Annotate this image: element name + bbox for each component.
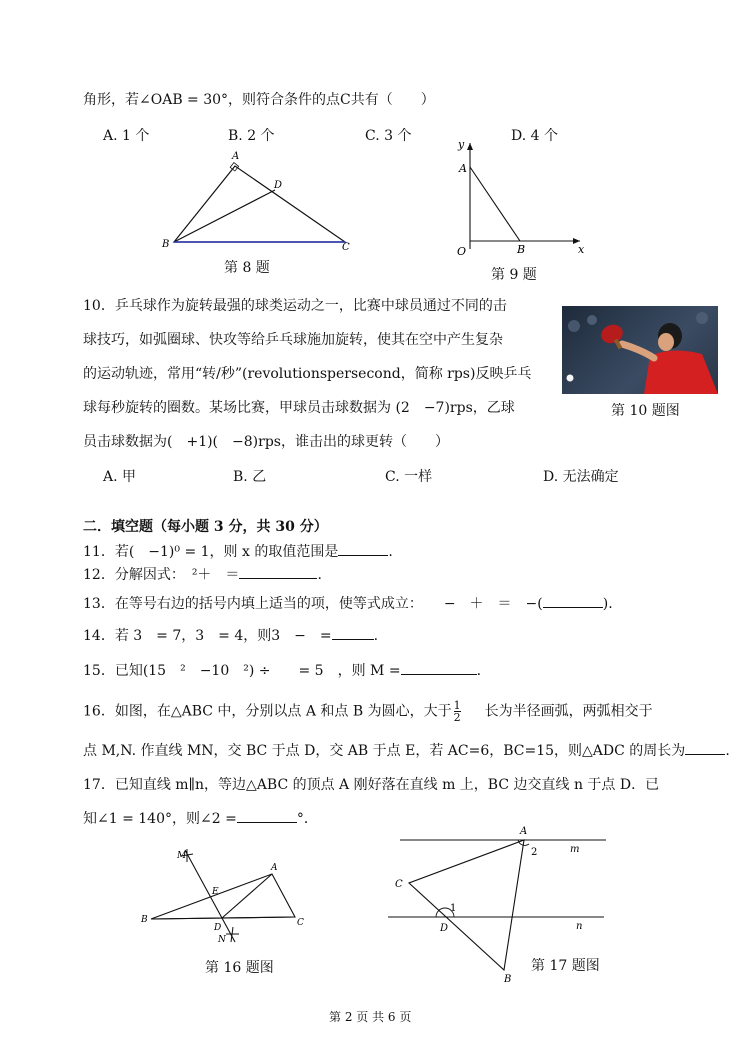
option-b: B. 2 个: [228, 128, 275, 144]
fig8-label-d: D: [274, 180, 283, 191]
q10-line-4: 球每秒旋转的圈数。某场比赛，甲球员击球数据为 (2 −7)rps，乙球: [83, 400, 515, 416]
figure-8-caption: 第 8 题: [224, 260, 270, 276]
figure-10-caption: 第 10 题图: [611, 403, 680, 419]
q12-answer-blank[interactable]: [239, 564, 317, 579]
fig8-label-a: A: [232, 151, 240, 162]
q11-answer-blank[interactable]: [338, 541, 388, 556]
q17-text: 知∠1 = 140°，则∠2 =: [83, 811, 237, 827]
q10-line-3: 的运动轨迹，常用“转/秒”(revolutionspersecond，简称 rps)反映乒乓: [83, 366, 532, 382]
q17-answer-blank[interactable]: [237, 808, 297, 823]
q11-end: .: [388, 544, 393, 560]
q16-frac-num: 1: [453, 699, 461, 712]
fig17-label-1: 1: [450, 903, 457, 914]
q16-line-1: [83, 700, 653, 723]
fig16-label-m: M: [177, 851, 187, 861]
q17-line-2: [83, 808, 318, 828]
q14-end: .: [373, 628, 379, 644]
q14-answer-blank[interactable]: [332, 625, 374, 640]
q10-line-1: 10．乒乓球作为旋转最强的球类运动之一，比赛中球员通过不同的击: [83, 298, 507, 314]
figure-8-diagram: [150, 148, 370, 258]
fig16-label-e: E: [212, 887, 219, 897]
q11: [83, 541, 393, 561]
page-footer: 第 2 页 共 6 页: [329, 1010, 412, 1024]
question-9-text: 角形，若∠OAB = 30°，则符合条件的点C共有（ ）: [83, 92, 435, 108]
fig17-label-c: C: [395, 879, 403, 890]
q15: [83, 660, 481, 680]
fig9-label-x: x: [578, 243, 585, 256]
q14: [83, 625, 378, 645]
figure-17-caption: 第 17 题图: [531, 958, 600, 974]
fig17-label-a: A: [520, 826, 528, 837]
section-2-title: 二．填空题（每小题 3 分，共 30 分）: [83, 519, 328, 535]
option-a: A. 1 个: [103, 128, 150, 144]
fig16-label-d: D: [214, 923, 222, 933]
q16-answer-blank[interactable]: [685, 740, 725, 755]
q10-option-c: C. 一样: [385, 469, 433, 485]
fig17-label-2: 2: [531, 847, 538, 858]
q15-answer-blank[interactable]: [401, 660, 477, 675]
q14-text: 14．若 3 = 7，3 = 4，则3 − =: [83, 628, 332, 644]
figure-9-diagram: [440, 137, 590, 262]
q10-option-a: A. 甲: [103, 469, 137, 485]
fig17-label-b: B: [504, 974, 512, 985]
q17-line-1: 17．已知直线 m∥n，等边△ABC 的顶点 A 刚好落在直线 m 上，BC 边交直线 n 于点 D．已: [83, 777, 660, 793]
q16-line-2: [83, 740, 730, 760]
fig17-label-m: m: [570, 844, 580, 855]
fig9-label-b: B: [517, 243, 526, 256]
q16-text-c: 点 M,N. 作直线 MN，交 BC 于点 D，交 AB 于点 E，若 AC=6，BC=15，则△ADC 的周长为: [83, 743, 686, 759]
q16-frac-den: 2: [453, 711, 461, 724]
q16-text-b: 长为半径画弧，两弧相交于: [484, 703, 653, 720]
q13-text: 13．在等号右边的括号内填上适当的项，使等式成立： − ＋ ＝ −(: [83, 596, 543, 612]
q12-text: 12．分解因式： ²＋ ＝: [83, 567, 240, 583]
q15-text: 15．已知(15 ² −10 ²) ÷ = 5 ，则 M =: [83, 663, 401, 679]
fig9-label-a: A: [459, 162, 467, 175]
q16-end: .: [725, 743, 730, 759]
q12-end: .: [317, 567, 322, 583]
q16-text-a: 16．如图，在△ABC 中，分别以点 A 和点 B 为圆心，大于: [83, 703, 452, 720]
fig16-label-b: B: [141, 915, 148, 925]
q17-end: °．: [296, 811, 318, 827]
q16-fraction: [454, 700, 461, 723]
fig9-label-o: O: [457, 245, 467, 258]
q10-option-d: D. 无法确定: [543, 469, 619, 485]
q11-text: 11．若( −1)⁰ = 1，则 x 的取值范围是: [83, 544, 339, 560]
fig17-label-d: D: [440, 923, 449, 934]
fig8-label-b: B: [162, 239, 170, 250]
q10-line-2: 球技巧，如弧圈球、快攻等给乒乓球施加旋转，使其在空中产生复杂: [83, 332, 503, 348]
table-tennis-photo: [562, 306, 718, 394]
figure-16-caption: 第 16 题图: [205, 960, 274, 976]
fig16-label-a: A: [271, 863, 278, 873]
fig17-label-n: n: [576, 921, 583, 932]
figure-9-caption: 第 9 题: [491, 267, 537, 283]
fig16-label-n: N: [218, 935, 226, 945]
q13-end: ).: [602, 596, 613, 612]
option-c: C. 3 个: [365, 128, 412, 144]
q10-option-b: B. 乙: [233, 469, 267, 485]
fig16-label-c: C: [297, 918, 304, 928]
q10-line-5: 员击球数据为( +1)( −8)rps，谁击出的球更转（ ）: [83, 434, 449, 450]
q15-end: .: [476, 663, 482, 679]
fig8-label-c: C: [342, 242, 350, 253]
fig9-label-y: y: [458, 138, 465, 151]
q13: [83, 593, 613, 613]
player-illustration: [562, 306, 718, 394]
q12: [83, 564, 322, 584]
q13-answer-blank[interactable]: [543, 593, 603, 608]
figure-16-diagram: [135, 842, 320, 952]
option-d: D. 4 个: [511, 128, 558, 144]
